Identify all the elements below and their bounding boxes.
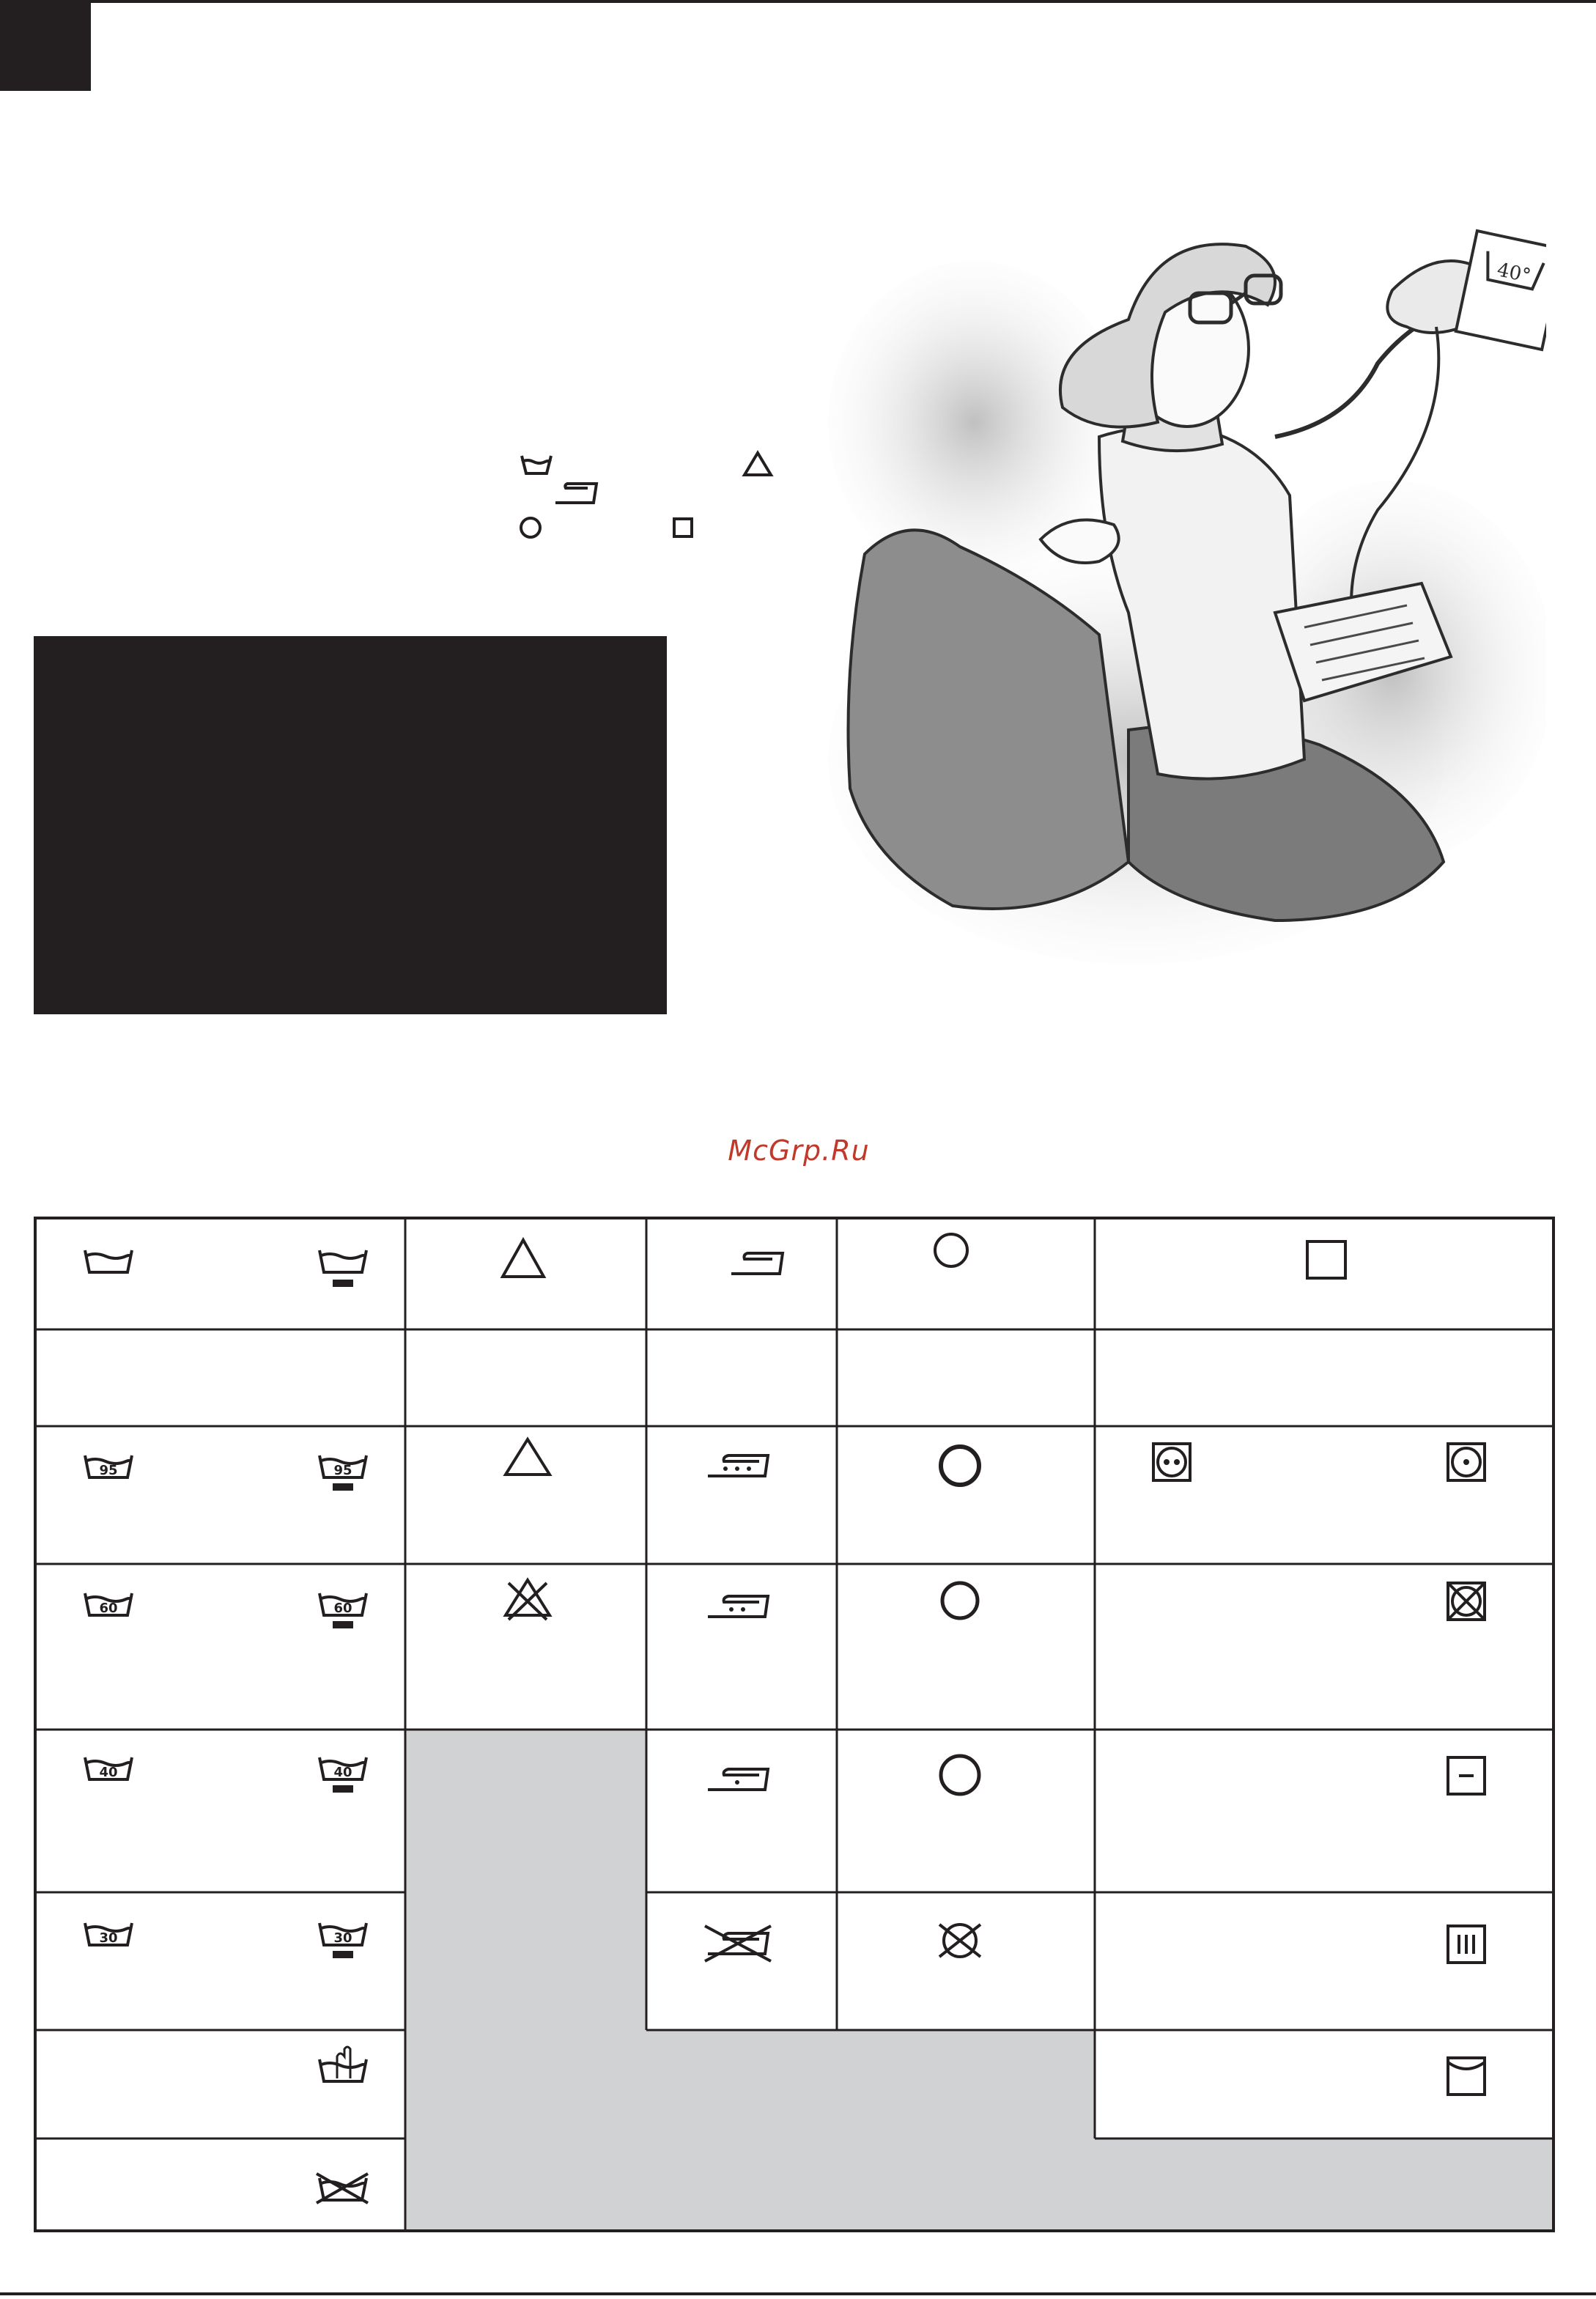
laundry-illustration [821,202,1546,979]
intro-symbols [506,440,784,550]
header-wash-tub-icon [85,1250,132,1272]
dry-clean-icon-2 [941,1756,979,1794]
bleach-triangle-icon [745,453,771,475]
bleach-allowed-icon [506,1439,550,1475]
dark-info-panel [34,636,667,1014]
dry-clean-icon [942,1583,978,1618]
header-iron-icon [731,1253,783,1274]
dry-clean-thick-icon [941,1447,979,1485]
wash-30-row [85,1923,366,1957]
iron-icon [555,484,596,503]
drip-dry-icon [1448,1926,1485,1963]
wash-temp-60-b: 60 [333,1601,352,1616]
do-not-bleach-icon [506,1580,550,1620]
wash-60-row [85,1593,366,1627]
wash-temp-95-b: 95 [333,1463,352,1478]
tumble-dry-square-icon [674,519,692,536]
do-not-wash-icon [317,2174,368,2203]
wash-temp-60-a: 60 [99,1601,118,1616]
bottom-rule [0,2292,1596,2295]
tumble-dry-2-dots-icon [1153,1444,1190,1480]
wash-temp-30-b: 30 [333,1930,352,1946]
do-not-tumble-dry-icon [1448,1583,1485,1620]
watermark-text: McGrp.Ru [728,1134,870,1167]
header-bleach-icon [503,1240,544,1277]
wash-temp-95-a: 95 [99,1463,118,1478]
iron-2-dots-icon [708,1596,768,1617]
do-not-iron-icon [705,1926,771,1961]
care-symbols-table [34,1217,1555,2232]
dry-clean-circle-icon [521,518,540,537]
iron-3-dots-icon [708,1455,768,1476]
wash-40-row [85,1757,366,1791]
header-dry-clean-icon [935,1234,967,1266]
line-dry-icon [1448,2058,1485,2095]
wash-temp-40-a: 40 [99,1765,118,1780]
dry-flat-icon [1448,1757,1485,1794]
wash-tub-icon [522,456,551,473]
do-not-dry-clean-icon [939,1925,980,1957]
page-corner-block [0,0,91,91]
top-rule [91,0,1596,3]
label-number: 40° [1495,259,1533,288]
iron-1-dot-icon [708,1769,768,1790]
wash-temp-30-a: 30 [99,1930,118,1946]
header-tumble-dry-icon [1307,1241,1345,1278]
header-wash-tub-bar-icon [319,1250,366,1285]
wash-temp-40-b: 40 [333,1765,352,1780]
hand-wash-icon [319,2047,366,2081]
shaded-area [405,1730,1553,2231]
wash-95-row [85,1455,366,1489]
